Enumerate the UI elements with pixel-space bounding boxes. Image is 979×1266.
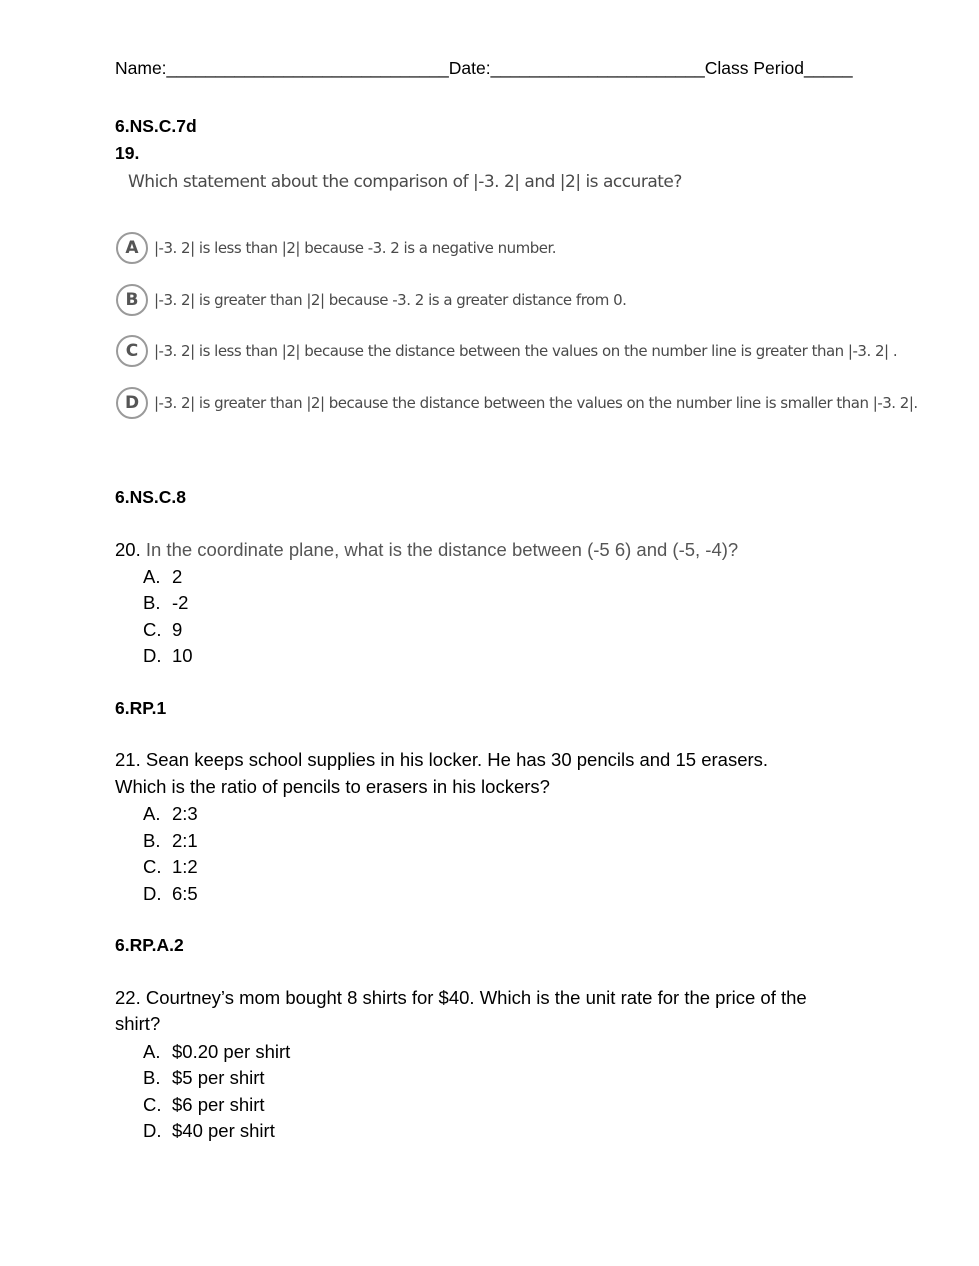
- q20-option-d[interactable]: [143, 645, 193, 667]
- option-text: 9: [172, 619, 183, 640]
- option-letter: B.: [143, 592, 161, 613]
- name-label: Name:: [115, 58, 167, 78]
- option-letter: C.: [143, 1094, 162, 1115]
- q21-question-line-1: 21. Sean keeps school supplies in his locker. He has 30 pencils and 15 erasers.: [115, 749, 769, 770]
- option-text: 6:5: [172, 883, 198, 904]
- q19-choice-b[interactable]: [116, 281, 626, 319]
- option-text: 10: [172, 645, 193, 666]
- q20-question: In the coordinate plane, what is the distance between (-5 6) and (-5, -4)?: [145, 539, 739, 560]
- option-letter: D.: [143, 1120, 162, 1141]
- option-letter: B.: [143, 1067, 161, 1088]
- date-blank[interactable]: ______________________: [490, 58, 705, 78]
- q20-standard: 6.NS.C.8: [115, 487, 186, 507]
- q21-standard: 6.RP.1: [115, 698, 167, 718]
- choice-text: |-3. 2| is greater than |2| because -3. 2 is a greater distance from 0.: [154, 291, 627, 309]
- option-text: $40 per shirt: [172, 1120, 275, 1141]
- q19-number: 19.: [115, 143, 140, 163]
- q19-question: Which statement about the comparison of |-3. 2| and |2| is accurate?: [128, 172, 682, 192]
- q19-choice-d[interactable]: [116, 384, 918, 422]
- q21-option-b[interactable]: [143, 830, 198, 852]
- option-text: 2: [172, 566, 183, 587]
- option-letter: A.: [143, 803, 161, 824]
- q21-option-a[interactable]: [143, 803, 198, 825]
- q22-question-line-2: shirt?: [115, 1013, 161, 1034]
- option-text: 1:2: [172, 856, 198, 877]
- option-letter: D.: [143, 883, 162, 904]
- q22-option-b[interactable]: [143, 1067, 265, 1089]
- date-label: Date:: [448, 58, 491, 78]
- choice-letter-circle: C: [116, 335, 148, 367]
- q22-option-d[interactable]: [143, 1120, 275, 1142]
- name-blank[interactable]: _____________________________: [166, 58, 449, 78]
- q20-option-c[interactable]: [143, 619, 182, 641]
- choice-text: |-3. 2| is less than |2| because -3. 2 is a negative number.: [154, 239, 557, 257]
- q21-option-d[interactable]: [143, 883, 198, 905]
- option-text: $5 per shirt: [172, 1067, 265, 1088]
- q22-option-a[interactable]: [143, 1041, 290, 1063]
- q22-question-line-1: 22. Courtney’s mom bought 8 shirts for $40. Which is the unit rate for the price of the: [115, 987, 807, 1008]
- option-text: $0.20 per shirt: [172, 1041, 291, 1062]
- q19-standard: 6.NS.C.7d: [115, 116, 197, 136]
- q20-question-line: [115, 537, 738, 564]
- choice-letter-circle: D: [116, 387, 148, 419]
- option-letter: C.: [143, 619, 162, 640]
- q19-choice-a[interactable]: [116, 229, 556, 267]
- option-letter: C.: [143, 856, 162, 877]
- worksheet-header: [115, 58, 853, 79]
- option-letter: A.: [143, 566, 161, 587]
- q22-option-c[interactable]: [143, 1094, 265, 1116]
- option-letter: D.: [143, 645, 162, 666]
- choice-letter-circle: A: [116, 232, 148, 264]
- choice-text: |-3. 2| is less than |2| because the distance between the values on the number line is greater than |-3. 2| .: [154, 342, 898, 360]
- q19-choice-c[interactable]: [116, 332, 897, 370]
- q21-question-line-2: Which is the ratio of pencils to erasers in his lockers?: [115, 776, 550, 797]
- option-text: 2:1: [172, 830, 198, 851]
- option-text: -2: [172, 592, 189, 613]
- q20-option-b[interactable]: [143, 592, 188, 614]
- choice-text: |-3. 2| is greater than |2| because the distance between the values on the number line is smaller than |-3. 2|.: [154, 394, 918, 412]
- option-letter: A.: [143, 1041, 161, 1062]
- q20-number: 20.: [115, 539, 141, 560]
- q21-option-c[interactable]: [143, 856, 198, 878]
- class-period-blank[interactable]: _____: [803, 58, 853, 78]
- choice-letter-circle: B: [116, 284, 148, 316]
- option-letter: B.: [143, 830, 161, 851]
- class-period-label: Class Period: [704, 58, 804, 78]
- option-text: $6 per shirt: [172, 1094, 265, 1115]
- q22-standard: 6.RP.A.2: [115, 935, 184, 955]
- q20-option-a[interactable]: [143, 566, 182, 588]
- option-text: 2:3: [172, 803, 198, 824]
